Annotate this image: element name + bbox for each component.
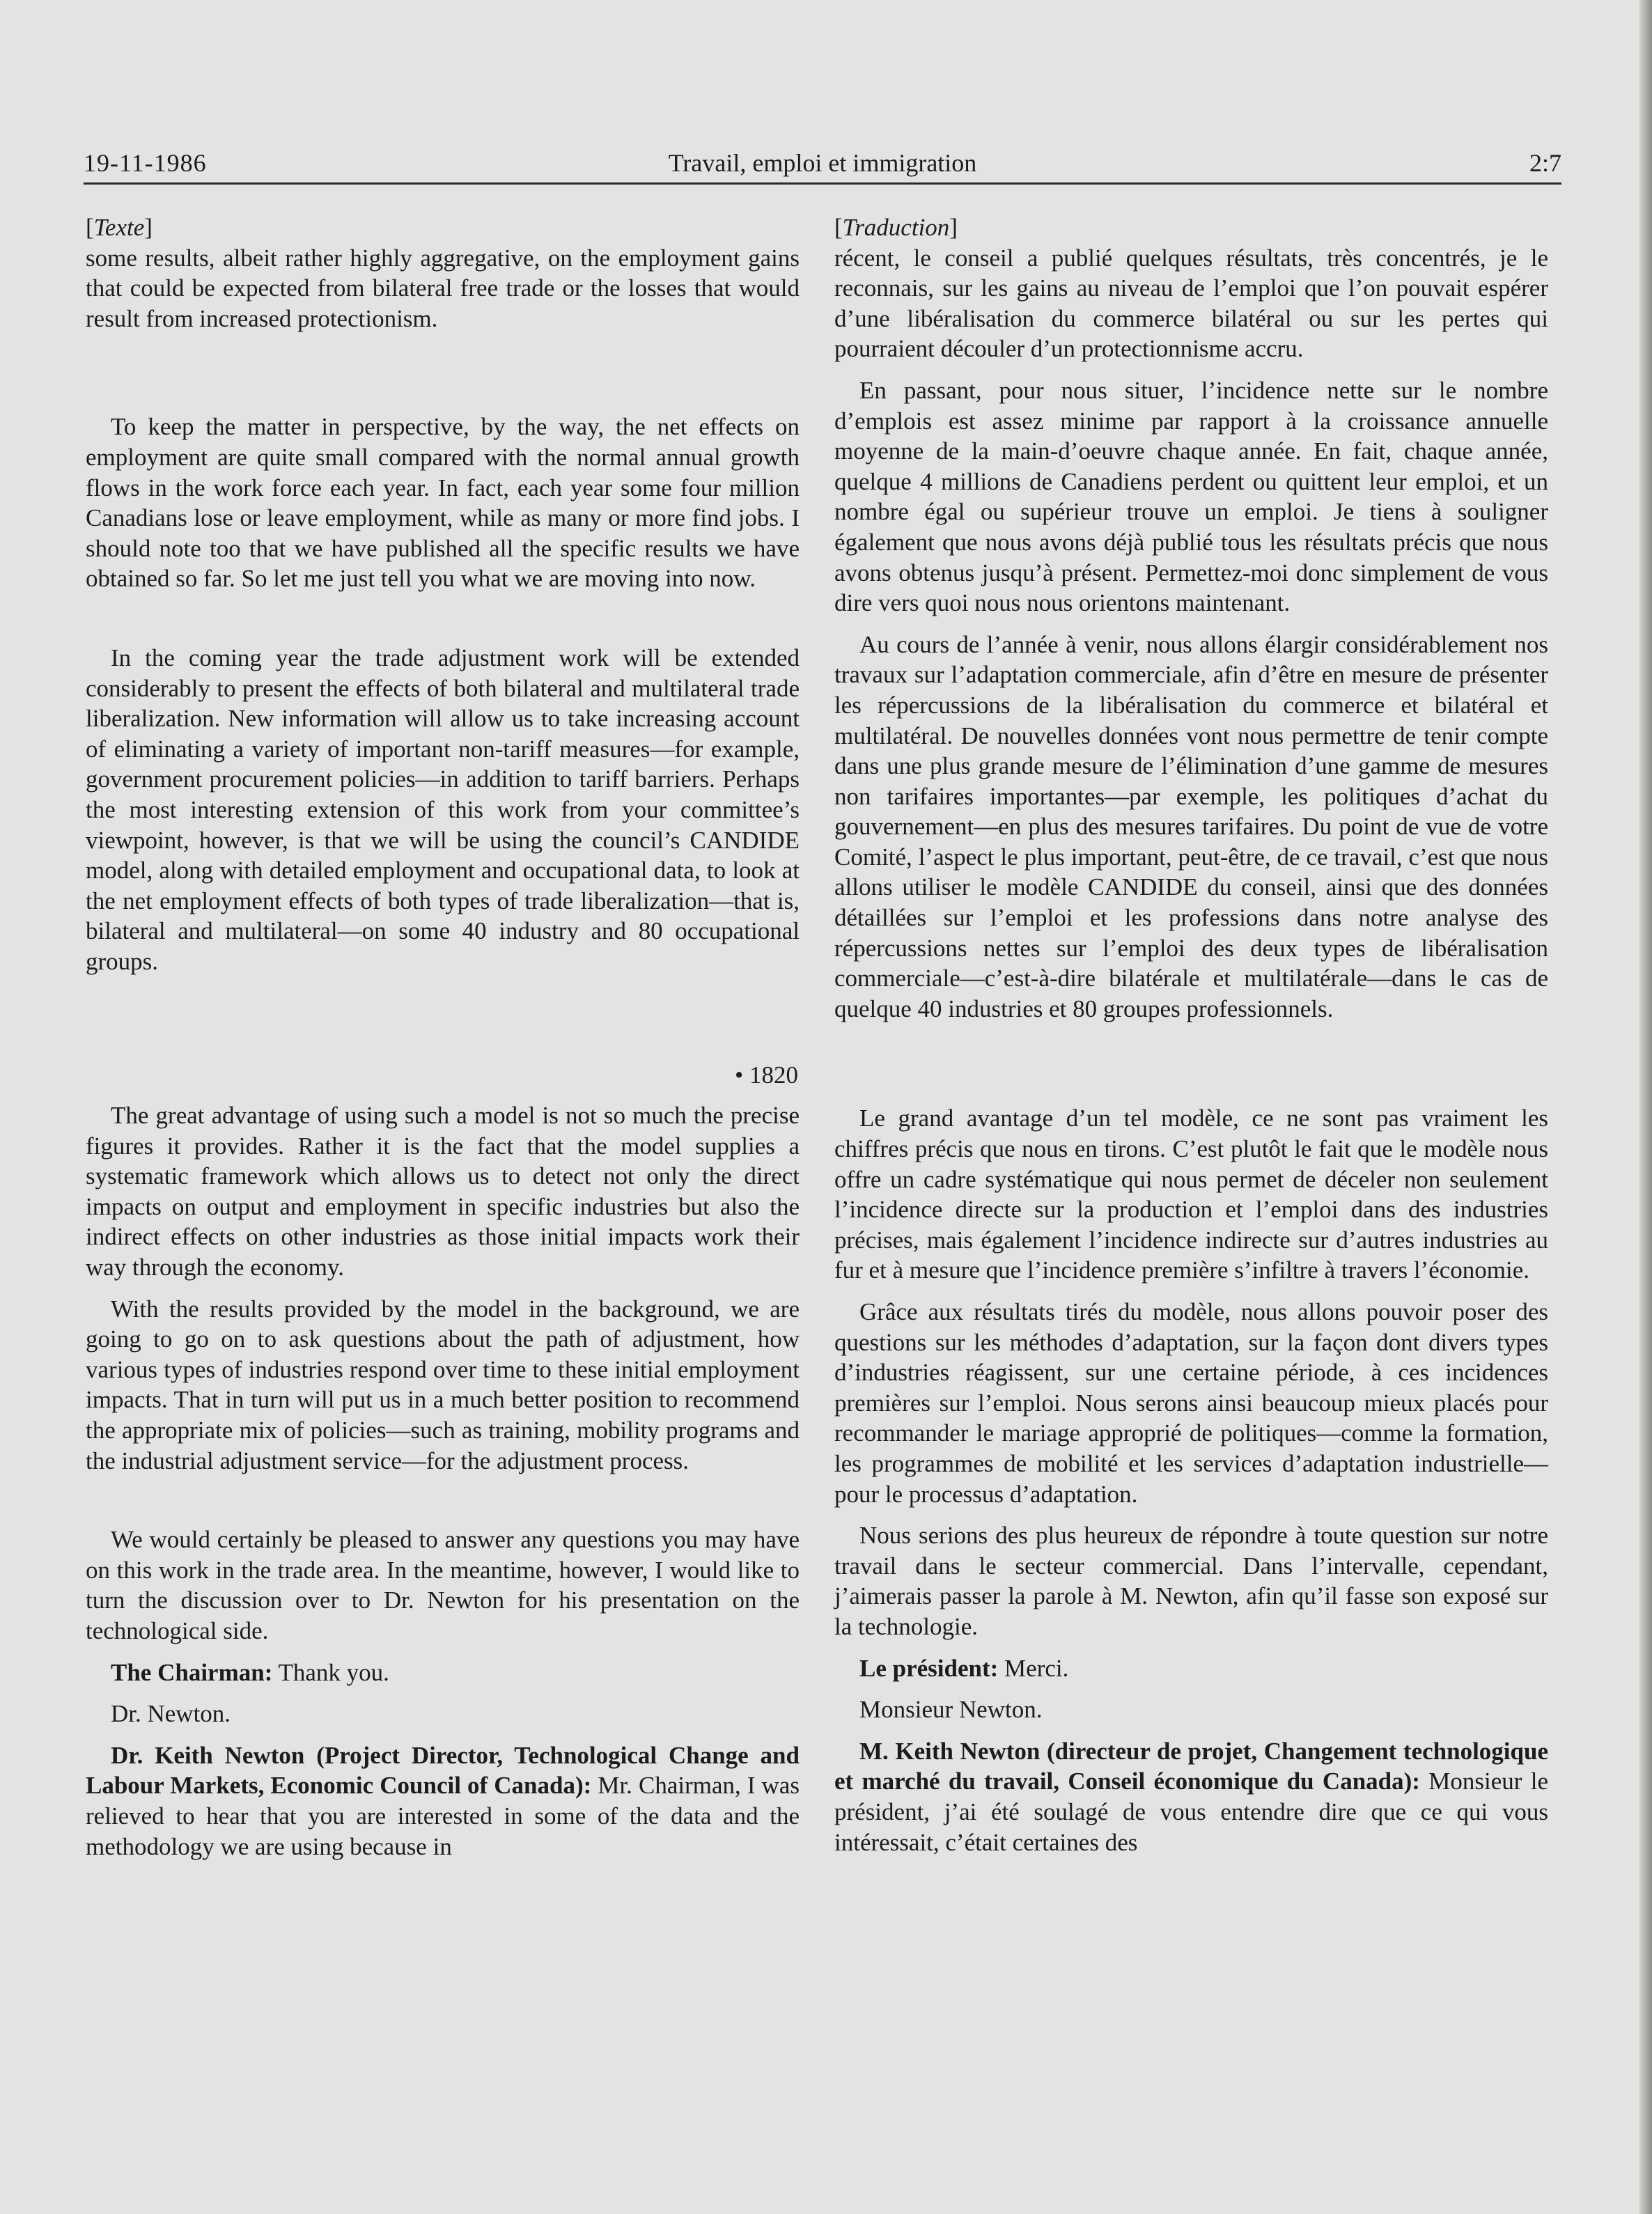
right-column-french	[834, 212, 1548, 1857]
right-president-line: Le président: Merci.	[859, 1654, 1069, 1682]
page-edge	[1639, 0, 1652, 2214]
right-newton-statement: M. Keith Newton (directeur de projet, Changement technologique et marché du travail, Conseil économique du Canada): Monsieur le président, j’ai été soulagé de vous entendre dire que ce qui vous intéressait, c’était certaines des	[834, 1737, 1548, 1856]
right-paragraph-5: Grâce aux résultats tirés du modèle, nous allons pouvoir poser des questions sur les méthodes d’adaptation, sur la façon dont divers types d’industries réagissent, sur une certaine période, à ces incidences premières sur l’emploi. Nous serons ainsi beaucoup mieux placés pour recommander le mariage approprié de politiques—comme la formation, les programmes de mobilité et les services d’adaptation industrielle—pour le processus d’adaptation.	[834, 1298, 1548, 1508]
left-paragraph-4: The great advantage of using such a model is not so much the precise figures it provides. Rather it is the fact that the model supplies a systematic framework which allows us to detect not only the direct impacts on output and employment in specific industries but also the indirect effects on other industries as those initial impacts work their way through the economy.	[86, 1102, 800, 1281]
left-paragraph-5: With the results provided by the model in the background, we are going to go on to ask questions about the path of adjustment, how various types of industries respond over time to these initial employment impacts. That in turn will put us in a much better position to recommend the appropriate mix of policies—such as training, mobility programs and the industrial adjustment service—for the adjustment process.	[86, 1295, 800, 1474]
left-dr-newton-line: Dr. Newton.	[111, 1700, 231, 1728]
right-paragraph-3: Au cours de l’année à venir, nous allons élargir considérablement nos travaux sur l’adaptation commerciale, afin d’être en mesure de présenter les répercussions de la libéralisation du commerce et bilatéral et multilatéral. De nouvelles données vont nous permettre de tenir compte dans une plus grande mesure de l’élimination d’une gamme de mesures non tarifaires importantes—par exemple, les politiques d’achat du gouvernement—en plus des mesures tarifaires. Du point de vue de votre Comité, l’aspect le plus important, peut-être, de ce travail, c’est que nous allons utiliser le modèle CANDIDE du conseil, ainsi que des données détaillées sur l’emploi et les professions dans notre analyse des répercussions nettes sur l’emploi des deux types de libéralisation commerciale—c’est-à-dire bilatérale et multilatérale—dans le cas de quelque 40 industries et 80 groupes professionnels.	[834, 630, 1548, 1022]
speaker-m-newton: M. Keith Newton (directeur de projet, Changement technologique et marché du travail, Conseil économique du Canada):	[834, 1737, 1548, 1795]
left-label: [Texte]	[86, 214, 153, 241]
right-monsieur-newton-line: Monsieur Newton.	[859, 1696, 1043, 1724]
left-paragraph-6: We would certainly be pleased to answer any questions you may have on this work in the trade area. In the meantime, however, I would like to turn the discussion over to Dr. Newton for his presentation on the technological side.	[86, 1526, 800, 1644]
time-marker: • 1820	[734, 1061, 798, 1089]
left-paragraph-1: some results, albeit rather highly aggregative, on the employment gains that could be expected from bilateral free trade or the losses that would result from increased protectionism.	[86, 244, 800, 332]
header-page-number: 2:7	[1529, 149, 1561, 177]
header-date: 19-11-1986	[84, 149, 207, 177]
page-header	[84, 145, 1561, 184]
right-paragraph-1: récent, le conseil a publié quelques résultats, très concentrés, je le reconnais, sur les gains au niveau de l’emploi que l’on pouvait espérer d’une libéralisation du commerce bilatéral ou sur les pertes qui pourraient découler d’un protectionnisme accru.	[834, 244, 1548, 363]
left-newton-statement: Dr. Keith Newton (Project Director, Technological Change and Labour Markets, Economic Council of Canada): Mr. Chairman, I was relieved to hear that you are interested in some of the data and the methodology we are using because in	[86, 1741, 800, 1860]
header-title: Travail, emploi et immigration	[668, 149, 977, 177]
speaker-newton: Dr. Keith Newton (Project Director, Technological Change and Labour Markets, Economic Council of Canada):	[86, 1741, 800, 1800]
speaker-chairman: The Chairman:	[111, 1658, 273, 1686]
left-paragraph-2: To keep the matter in perspective, by the way, the net effects on employment are quite small compared with the normal annual growth flows in the work force each year. In fact, each year some four million Canadians lose or leave employment, while as many or more find jobs. I should note too that we have published all the specific results we have obtained so far. So let me just tell you what we are moving into now.	[86, 413, 800, 593]
header-rule	[84, 182, 1561, 185]
right-paragraph-4: Le grand avantage d’un tel modèle, ce ne sont pas vraiment les chiffres précis que nous en tirons. C’est plutôt le fait que le modèle nous offre un cadre systématique qui nous permet de déceler non seulement l’incidence directe sur la production et l’emploi dans des industries précises, mais également l’incidence indirecte sur d’autres industries au fur et à mesure que l’incidence première s’infiltre à travers l’économie.	[834, 1105, 1548, 1284]
right-paragraph-6: Nous serions des plus heureux de répondre à toute question sur notre travail dans le secteur commercial. Dans l’intervalle, cependant, j’aimerais passer la parole à M. Newton, afin qu’il fasse son exposé sur la technologie.	[834, 1522, 1548, 1640]
right-label: [Traduction]	[834, 214, 958, 241]
right-paragraph-2: En passant, pour nous situer, l’incidence nette sur le nombre d’emplois est assez minime par rapport à la croissance annuelle moyenne de la main-d’oeuvre chaque année. En fait, chaque année, quelque 4 millions de Canadiens perdent ou quittent leur emploi, et un nombre égal ou supérieur trouve un emploi. Je tiens à souligner également que nous avons déjà publié tous les résultats précis que nous avons obtenus jusqu’à présent. Permettez-moi donc simplement de vous dire vers quoi nous nous orientons maintenant.	[834, 376, 1548, 617]
speaker-president: Le président:	[859, 1654, 999, 1682]
left-paragraph-3: In the coming year the trade adjustment work will be extended considerably to present the effects of both bilateral and multilateral trade liberalization. New information will allow us to take increasing account of eliminating a variety of important non-tariff measures—for example, government procurement policies—in addition to tariff barriers. Perhaps the most interesting extension of this work from your committee’s viewpoint, however, is that we will be using the council’s CANDIDE model, along with detailed employment and occupational data, to look at the net employment effects of both types of trade liberalization—that is, bilateral and multilateral—on some 40 industry and 80 occupational groups.	[86, 644, 800, 975]
left-column-english	[86, 212, 800, 1862]
left-chairman-line: The Chairman: Thank you.	[111, 1658, 389, 1686]
